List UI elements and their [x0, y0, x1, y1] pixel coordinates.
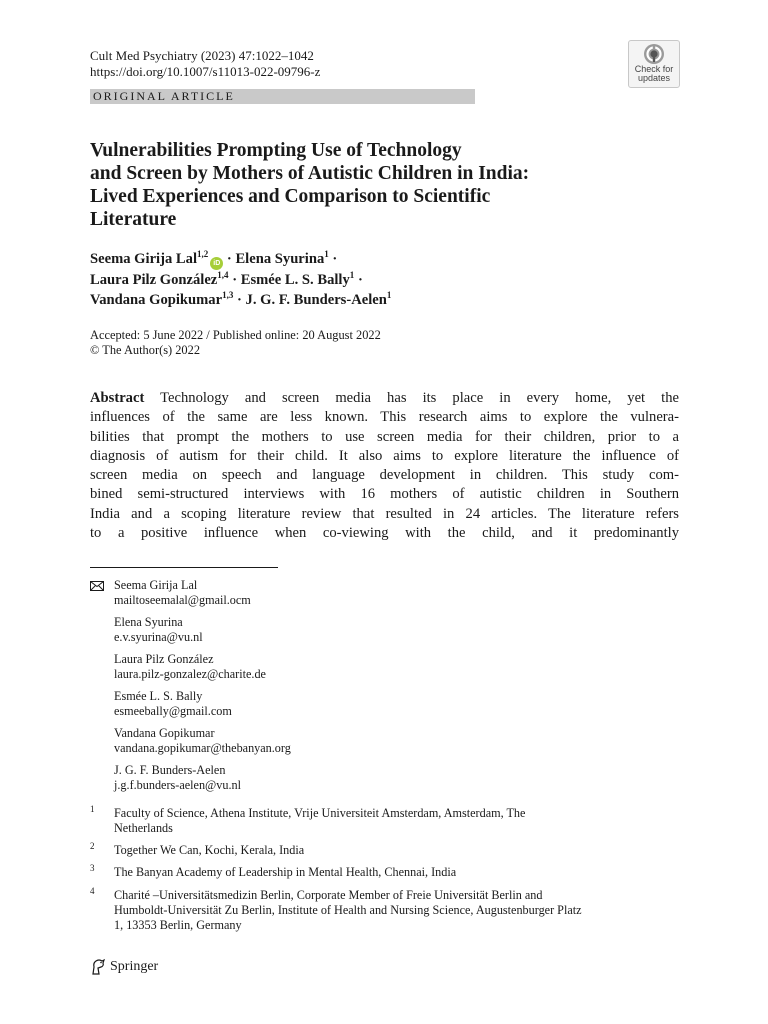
- contact-email[interactable]: e.v.syurina@vu.nl: [114, 630, 203, 644]
- title-line: Vulnerabilities Prompting Use of Technology: [90, 140, 462, 161]
- author-affil-sup: 1,4: [217, 270, 229, 281]
- publication-dates: [90, 328, 381, 358]
- author-separator: ·: [232, 272, 238, 288]
- contact-entry: [114, 652, 266, 682]
- contact-entry: [114, 615, 203, 645]
- title-line: Lived Experiences and Comparison to Scientific: [90, 186, 491, 207]
- abstract-line: India and a scoping literature review that resulted in 24 articles. The literature refers: [90, 505, 679, 522]
- contact-name: J. G. F. Bunders-Aelen: [114, 763, 226, 777]
- author-name[interactable]: Elena Syurina: [235, 251, 325, 267]
- contact-entry: [114, 726, 291, 756]
- publisher-name: Springer: [110, 959, 159, 974]
- abstract-line: Technology and screen media has its place in every home, yet the: [160, 390, 679, 406]
- check-for-updates-badge[interactable]: [628, 40, 680, 88]
- affiliation-number: 3: [90, 863, 95, 873]
- author-name[interactable]: Seema Girija Lal: [90, 251, 198, 267]
- affiliation-text: Together We Can, Kochi, Kerala, India: [114, 843, 305, 857]
- author-name[interactable]: J. G. F. Bunders-Aelen: [245, 292, 387, 308]
- contact-email[interactable]: esmeebally@gmail.com: [114, 704, 232, 718]
- affiliation: [90, 888, 690, 933]
- contact-email[interactable]: j.g.f.bunders-aelen@vu.nl: [114, 778, 241, 792]
- title-line: Literature: [90, 209, 177, 230]
- author-affil-sup: 1,2: [197, 249, 209, 260]
- author-affil-sup: 1: [386, 290, 392, 301]
- journal-header: [90, 48, 320, 80]
- abstract-line: diagnosis of autism for their child. It also aims to explore literature the influence of: [90, 447, 679, 464]
- contact-name: Esmée L. S. Bally: [114, 689, 203, 703]
- affiliation-text: Netherlands: [114, 821, 173, 835]
- affiliation: [90, 806, 650, 836]
- contact-entry: [114, 763, 241, 793]
- check-for-updates-icon: [643, 43, 665, 65]
- doi-link[interactable]: https://doi.org/10.1007/s11013-022-09796-z: [90, 64, 321, 79]
- abstract-line: influences of the same are less known. This research aims to explore the vulnera-: [90, 409, 679, 426]
- footnote-divider: [90, 567, 278, 568]
- contact-entry: [114, 689, 232, 719]
- contact-name: Seema Girija Lal: [114, 578, 198, 592]
- abstract-line: to a positive influence when co-viewing with the child, and it predominantly: [90, 525, 679, 542]
- journal-citation: Cult Med Psychiatry (2023) 47:1022–1042: [90, 48, 314, 63]
- author-separator: ·: [332, 251, 338, 267]
- envelope-icon: [90, 581, 104, 591]
- author-affil-sup: 1: [349, 270, 355, 281]
- author-affil-sup: 1: [324, 249, 329, 260]
- abstract-line: bined semi-structured interviews with 16 mothers of autistic children in Southern: [90, 486, 679, 503]
- author-separator: ·: [236, 292, 242, 308]
- author-name[interactable]: Laura Pilz González: [90, 272, 218, 288]
- abstract-heading: Abstract: [90, 390, 145, 406]
- orcid-icon[interactable]: iD: [210, 257, 223, 270]
- affiliation-text: Humboldt-Universität Zu Berlin, Institute of Health and Nursing Science, Augustenburger Platz: [114, 903, 582, 917]
- affiliation-text: The Banyan Academy of Leadership in Mental Health, Chennai, India: [114, 865, 457, 879]
- affiliation-text: Faculty of Science, Athena Institute, Vrije Universiteit Amsterdam, Amsterdam, The: [114, 806, 526, 820]
- affiliation-number: 4: [90, 886, 95, 896]
- article-type-banner: [90, 89, 475, 104]
- contact-email[interactable]: vandana.gopikumar@thebanyan.org: [114, 741, 291, 755]
- contact-email[interactable]: mailtoseemalal@gmail.ocm: [114, 593, 251, 607]
- copyright-line: © The Author(s) 2022: [90, 343, 201, 357]
- affiliation-number: 2: [90, 841, 95, 851]
- springer-horse-icon: [90, 958, 106, 976]
- author-list: [90, 249, 391, 310]
- contact-entry: [114, 578, 251, 608]
- affiliation-text: Charité –Universitätsmedizin Berlin, Corporate Member of Freie Universität Berlin and: [114, 888, 543, 902]
- abstract-line: bilities that prompt the mothers to use screen media for their children, prior to a: [90, 428, 679, 445]
- affiliation: [90, 865, 650, 880]
- paper-title: [90, 139, 610, 231]
- author-name[interactable]: Vandana Gopikumar: [90, 292, 223, 308]
- author-separator: ·: [357, 272, 363, 288]
- contact-email[interactable]: laura.pilz-gonzalez@charite.de: [114, 667, 266, 681]
- badge-label-line1: Check for: [634, 64, 674, 74]
- abstract-line: screen media on speech and language development in children. This study com-: [90, 467, 679, 484]
- article-type-label: ORIGINAL ARTICLE: [93, 89, 235, 103]
- publisher-footer: [90, 958, 158, 976]
- contact-name: Elena Syurina: [114, 615, 183, 629]
- accepted-published-dates: Accepted: 5 June 2022 / Published online: 20 August 2022: [90, 328, 381, 342]
- affiliation-text: 1, 13353 Berlin, Germany: [114, 918, 242, 932]
- contact-name: Laura Pilz González: [114, 652, 214, 666]
- affiliation: [90, 843, 650, 858]
- author-affil-sup: 1,3: [222, 290, 234, 301]
- contact-name: Vandana Gopikumar: [114, 726, 215, 740]
- affiliation-number: 1: [90, 804, 95, 814]
- author-name[interactable]: Esmée L. S. Bally: [240, 272, 350, 288]
- title-line: and Screen by Mothers of Autistic Children in India:: [90, 163, 530, 184]
- badge-label-line2: updates: [637, 73, 671, 83]
- abstract: [90, 389, 679, 543]
- author-separator: ·: [226, 251, 232, 267]
